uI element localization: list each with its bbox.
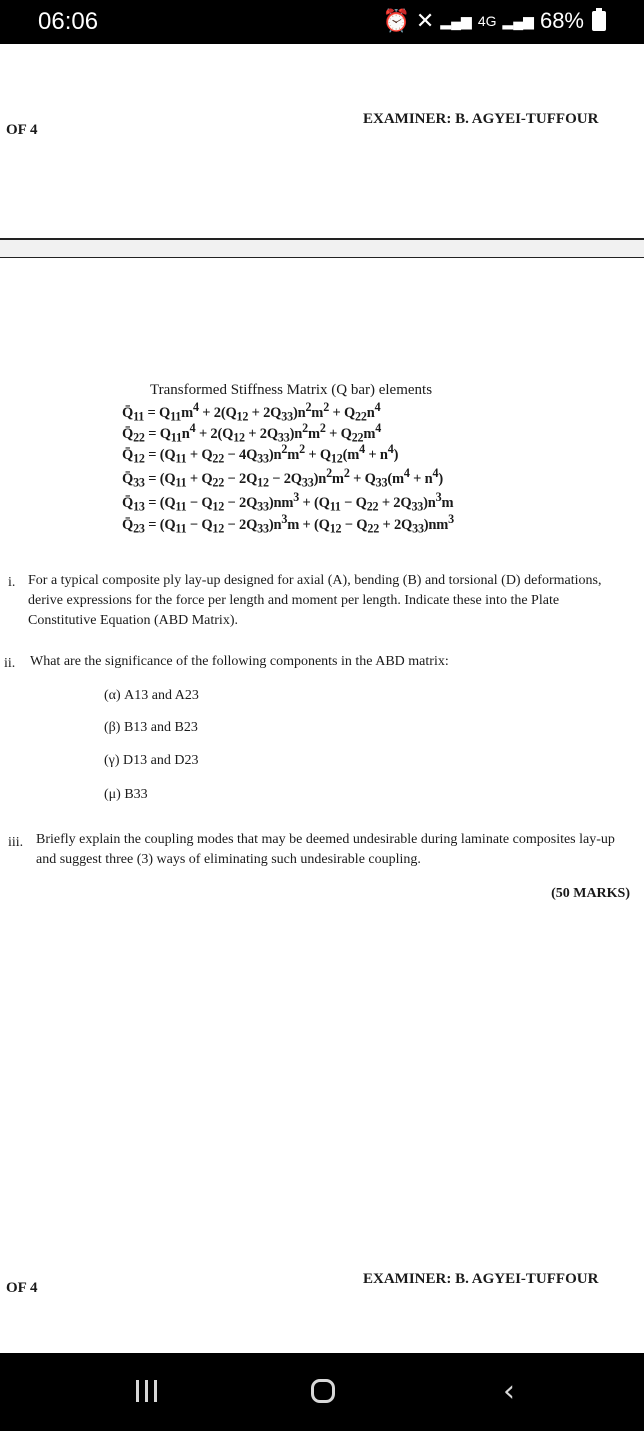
footer-page-label: OF 4	[6, 1280, 38, 1296]
page-label: OF 4	[6, 122, 38, 138]
question-text: Briefly explain the coupling modes that may be deemed undesirable during laminate composites lay-up and suggest three (3) ways of eliminating such undesirable coupling.	[36, 832, 615, 867]
battery-icon	[592, 11, 606, 31]
back-button[interactable]	[494, 1373, 524, 1409]
recent-apps-icon	[136, 1380, 139, 1402]
subitem: (α) A13 and A23	[104, 688, 199, 703]
back-icon: ‹	[503, 1373, 515, 1409]
clock: 06:06	[38, 8, 99, 35]
navigation-bar	[0, 1353, 644, 1431]
equation-q33: $Q̄_{33} = (Q_{11} + Q_{22} - 2Q_{12} - 2Q_{33})n^2m^2 + Q_{33}(m^4 + n^4)$	[122, 466, 443, 490]
equation-q13: $Q̄_{13} = (Q_{11} - Q_{12} - 2Q_{33})nm^3 + (Q_{11} - Q_{22} + 2Q_{33})n^3m$	[122, 490, 454, 514]
mute-icon: ✕	[415, 8, 435, 33]
question-number: ii.	[4, 656, 16, 671]
equation-q22: $Q̄_{22} = Q_{11}n^4 + 2(Q_{12} + 2Q_{33})n^2m^2 + Q_{22}m^4$	[122, 421, 382, 445]
alarm-icon: ⏰	[382, 8, 410, 33]
footer-examiner-label: EXAMINER: B. AGYEI-TUFFOUR	[363, 1271, 599, 1287]
subitem: (γ) D13 and D23	[104, 753, 199, 768]
network-type: 4G	[477, 13, 497, 29]
page-gap	[0, 240, 644, 258]
question-number: i.	[8, 575, 16, 590]
marks-total: (50 MARKS)	[551, 886, 630, 901]
battery-level: 68%	[539, 8, 584, 33]
status-bar	[0, 0, 644, 44]
subitem: (μ) B33	[104, 787, 148, 802]
question-text: For a typical composite ply lay-up designed for axial (A), bending (B) and torsional (D) deformations, derive expressions for the force per length and moment per length. Indicate these into the Plate Constitutive Equation (ABD Matrix).	[28, 573, 602, 628]
home-button[interactable]	[308, 1373, 338, 1409]
divider	[0, 257, 644, 258]
examiner-label: EXAMINER: B. AGYEI-TUFFOUR	[363, 111, 599, 127]
subitem: (β) B13 and B23	[104, 720, 198, 735]
equation-q12: $Q̄_{12} = (Q_{11} + Q_{22} - 4Q_{33})n^2m^2 + Q_{12}(m^4 + n^4)$	[122, 442, 399, 466]
signal-icon: ▂▄▆	[440, 12, 472, 29]
home-icon	[311, 1379, 335, 1403]
question-number: iii.	[8, 835, 24, 850]
question-text: What are the significance of the following components in the ABD matrix:	[30, 654, 449, 669]
equation-q23: $Q̄_{23} = (Q_{11} - Q_{12} - 2Q_{33})n^3m + (Q_{12} - Q_{22} + 2Q_{33})nm^3$	[122, 512, 455, 536]
equations-title: Transformed Stiffness Matrix (Q bar) elements	[150, 382, 433, 398]
recent-apps-button[interactable]	[128, 1373, 164, 1409]
equation-q11: $Q̄_{11} = Q_{11}m^4 + 2(Q_{12} + 2Q_{33})n^2m^2 + Q_{22}n^4$	[122, 400, 381, 424]
status-icons	[383, 8, 606, 34]
signal-icon-2: ▂▄▆	[502, 12, 534, 29]
